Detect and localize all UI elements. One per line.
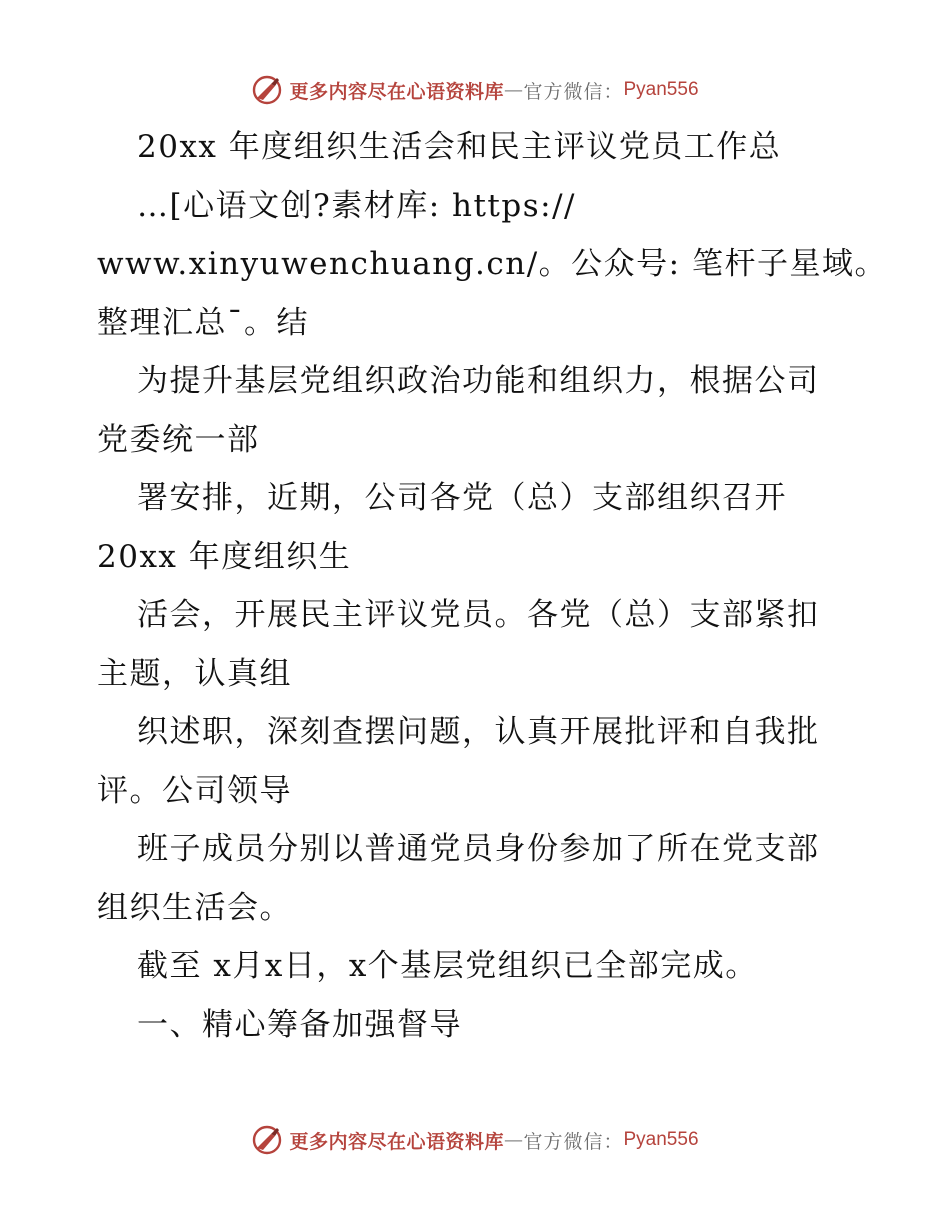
doc-paragraph-line: 署安排，近期，公司各党（总）支部组织召开 [137, 480, 787, 516]
doc-paragraph-line: 班子成员分别以普通党员身份参加了所在党支部 [137, 831, 820, 867]
banner-wechat-id: Pyan556 [623, 1129, 699, 1150]
doc-paragraph-line: 主题，认真组 [97, 655, 292, 692]
banner-slogan: 更多内容尽在心语资料库 [289, 1130, 504, 1153]
banner-dash: — [503, 79, 524, 101]
doc-paragraph-line: 截至 x月x日，x个基层党组织已全部完成。 [137, 948, 758, 984]
pen-logo-icon [251, 1124, 283, 1156]
banner-wechat-id: Pyan556 [623, 79, 699, 100]
doc-title-line-4: 整理汇总¯。结 [97, 304, 309, 341]
header-banner [0, 70, 950, 110]
doc-paragraph-line: 组织生活会。 [97, 889, 292, 926]
doc-title-line-2: …[心语文创?素材库: https:// [137, 187, 576, 224]
document-body [97, 118, 887, 1054]
doc-paragraph-line: 党委统一部 [97, 421, 260, 458]
doc-section-heading: 一、精心筹备加强督导 [137, 1006, 462, 1043]
banner-wechat-label: 官方微信： [523, 1130, 624, 1153]
doc-title-line-3: www.xinyuwenchuang.cn/。公众号: 笔杆子星域。 [97, 246, 887, 282]
banner-slogan: 更多内容尽在心语资料库 [289, 80, 504, 103]
doc-paragraph-line: 20xx 年度组织生 [97, 538, 352, 575]
doc-title-line-1: 20xx 年度组织生活会和民主评议党员工作总 [137, 129, 782, 165]
doc-paragraph-line: 为提升基层党组织政治功能和组织力，根据公司 [137, 363, 820, 399]
banner-dash: — [503, 1129, 524, 1151]
doc-paragraph-line: 织述职，深刻查摆问题，认真开展批评和自我批 [137, 714, 820, 750]
doc-paragraph-line: 活会，开展民主评议党员。各党（总）支部紧扣 [137, 597, 820, 633]
footer-banner [0, 1120, 950, 1160]
doc-paragraph-line: 评。公司领导 [97, 772, 292, 809]
banner-wechat-label: 官方微信： [523, 80, 624, 103]
pen-logo-icon [251, 74, 283, 106]
